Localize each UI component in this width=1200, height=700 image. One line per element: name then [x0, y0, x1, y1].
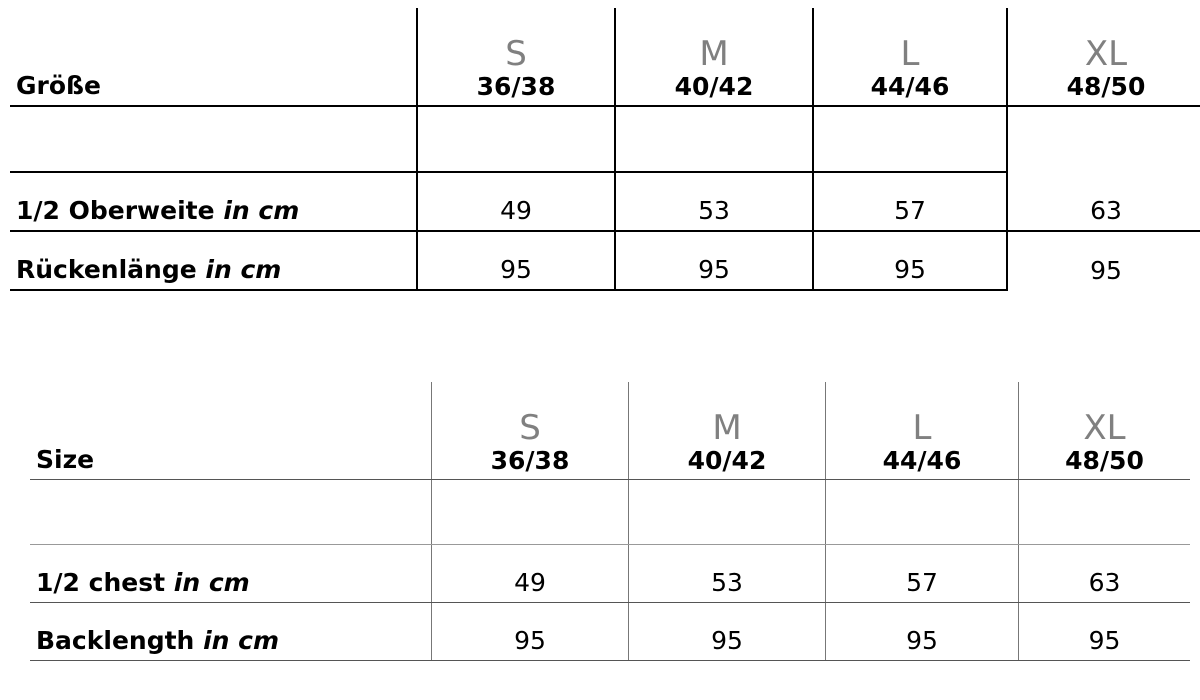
column-letter-xl: XL: [1084, 33, 1128, 74]
cell-value: 63: [1007, 172, 1200, 231]
spacer-cell: [1007, 106, 1200, 172]
column-number-xl: 48/50: [1066, 72, 1146, 101]
spacer-cell: [1019, 480, 1191, 545]
row-label-unit: in cm: [203, 626, 280, 655]
size-label-header: Size: [30, 382, 432, 480]
row-label-text: Rückenlänge: [16, 255, 197, 284]
cell-value: 53: [615, 172, 813, 231]
cell-value: 63: [1019, 545, 1191, 603]
column-header-m: [615, 8, 813, 106]
spacer-cell: [813, 106, 1007, 172]
spacer-cell: [10, 106, 417, 172]
cell-value: 95: [432, 603, 629, 661]
row-label-text: Backlength: [36, 626, 195, 655]
table-row: [10, 172, 1200, 231]
table-spacer-row: [30, 480, 1190, 545]
column-number-l: 44/46: [870, 72, 950, 101]
cell-value: 95: [1007, 231, 1200, 290]
row-label-chest: [10, 172, 417, 231]
column-header-xl: [1007, 8, 1200, 106]
table-row: [10, 231, 1200, 290]
table-row: [30, 382, 1190, 480]
column-number-xl: 48/50: [1065, 446, 1144, 475]
cell-value: 95: [629, 603, 826, 661]
cell-value: 57: [826, 545, 1019, 603]
table-spacer-row: [10, 106, 1200, 172]
cell-value: 95: [813, 231, 1007, 290]
column-letter-xl: XL: [1083, 407, 1126, 448]
column-letter-s: S: [519, 407, 541, 448]
row-label-chest: [30, 545, 432, 603]
column-header-l: [813, 8, 1007, 106]
column-number-l: 44/46: [882, 446, 962, 475]
column-number-s: 36/38: [490, 446, 570, 475]
spacer-cell: [629, 480, 826, 545]
cell-value: 49: [417, 172, 615, 231]
column-number-m: 40/42: [674, 72, 754, 101]
table-row: [30, 603, 1190, 661]
column-header-s: [417, 8, 615, 106]
row-label-unit: in cm: [173, 568, 250, 597]
row-label-unit: in cm: [223, 196, 300, 225]
column-header-s: [432, 382, 629, 480]
row-label-text: 1/2 chest: [36, 568, 166, 597]
cell-value: 49: [432, 545, 629, 603]
column-header-m: [629, 382, 826, 480]
spacer-cell: [615, 106, 813, 172]
row-label-unit: in cm: [205, 255, 282, 284]
spacer-cell: [30, 480, 432, 545]
cell-value: 95: [826, 603, 1019, 661]
cell-value: 95: [615, 231, 813, 290]
spacer-cell: [417, 106, 615, 172]
column-number-m: 40/42: [687, 446, 767, 475]
column-header-xl: [1019, 382, 1191, 480]
column-number-s: 36/38: [476, 72, 556, 101]
column-letter-l: L: [912, 407, 932, 448]
row-label-backlength: [30, 603, 432, 661]
column-letter-m: M: [712, 407, 742, 448]
table-row: [30, 545, 1190, 603]
size-table-german: [10, 8, 1200, 291]
cell-value: 95: [417, 231, 615, 290]
column-letter-s: S: [505, 33, 527, 74]
column-letter-m: M: [699, 33, 729, 74]
cell-value: 57: [813, 172, 1007, 231]
row-label-text: 1/2 Oberweite: [16, 196, 215, 225]
spacer-cell: [826, 480, 1019, 545]
column-header-l: [826, 382, 1019, 480]
row-label-backlength: [10, 231, 417, 290]
spacer-cell: [432, 480, 629, 545]
size-table-english: [30, 382, 1190, 661]
table-row: [10, 8, 1200, 106]
column-letter-l: L: [900, 33, 920, 74]
cell-value: 95: [1019, 603, 1191, 661]
cell-value: 53: [629, 545, 826, 603]
size-label-header: Größe: [10, 8, 417, 106]
